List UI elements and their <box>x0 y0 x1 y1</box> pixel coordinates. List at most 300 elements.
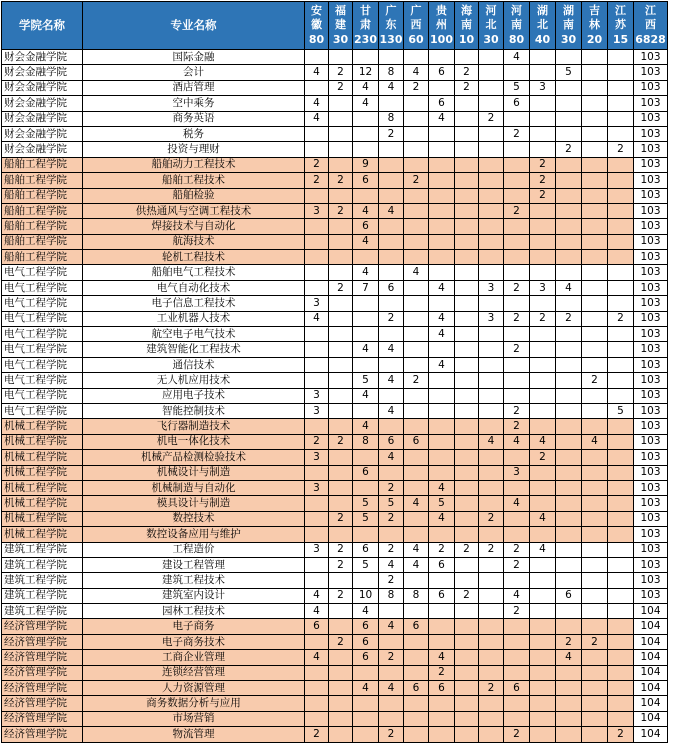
quota-cell <box>582 557 608 572</box>
quota-cell <box>329 696 353 711</box>
quota-cell: 2 <box>404 373 429 388</box>
quota-cell <box>379 465 404 480</box>
quota-cell: 4 <box>305 604 329 619</box>
quota-cell <box>379 250 404 265</box>
quota-cell <box>504 634 530 649</box>
quota-cell <box>608 327 634 342</box>
quota-cell <box>305 634 329 649</box>
major-cell: 物流管理 <box>83 727 305 742</box>
quota-cell <box>455 511 479 526</box>
quota-cell <box>582 265 608 280</box>
college-cell: 机械工程学院 <box>2 496 83 511</box>
jiangxi-quota-cell: 103 <box>634 496 668 511</box>
major-cell: 市场营销 <box>83 711 305 726</box>
quota-cell <box>305 357 329 372</box>
jiangxi-quota-cell: 103 <box>634 388 668 403</box>
quota-cell <box>582 96 608 111</box>
quota-cell <box>608 542 634 557</box>
quota-cell <box>608 50 634 65</box>
quota-cell <box>353 311 379 326</box>
jiangxi-quota-cell: 103 <box>634 50 668 65</box>
quota-cell <box>504 573 530 588</box>
quota-cell <box>556 296 582 311</box>
college-cell: 经济管理学院 <box>2 665 83 680</box>
major-cell: 飞行器制造技术 <box>83 419 305 434</box>
quota-cell: 3 <box>479 311 504 326</box>
quota-cell: 4 <box>504 496 530 511</box>
table-row <box>2 126 668 141</box>
quota-cell <box>305 50 329 65</box>
quota-cell <box>582 496 608 511</box>
quota-cell <box>582 188 608 203</box>
quota-cell <box>404 634 429 649</box>
quota-cell: 6 <box>353 619 379 634</box>
jiangxi-quota-cell: 103 <box>634 419 668 434</box>
quota-cell <box>429 403 455 418</box>
major-cell: 供热通风与空调工程技术 <box>83 203 305 218</box>
quota-cell <box>379 219 404 234</box>
quota-cell <box>404 696 429 711</box>
quota-cell <box>556 711 582 726</box>
quota-cell: 4 <box>379 342 404 357</box>
college-cell: 电气工程学院 <box>2 311 83 326</box>
quota-cell <box>530 681 556 696</box>
major-cell: 连锁经营管理 <box>83 665 305 680</box>
major-cell: 空中乘务 <box>83 96 305 111</box>
quota-cell <box>582 50 608 65</box>
quota-cell <box>530 711 556 726</box>
quota-cell <box>455 96 479 111</box>
quota-cell <box>353 142 379 157</box>
quota-cell <box>455 388 479 403</box>
quota-cell <box>530 727 556 742</box>
quota-cell <box>305 696 329 711</box>
quota-cell <box>404 126 429 141</box>
quota-cell <box>530 265 556 280</box>
quota-cell <box>479 450 504 465</box>
college-cell: 电气工程学院 <box>2 373 83 388</box>
quota-cell <box>429 696 455 711</box>
quota-cell <box>305 373 329 388</box>
quota-cell: 4 <box>504 588 530 603</box>
province-quota: 60 <box>408 33 424 46</box>
quota-cell <box>329 727 353 742</box>
table-row <box>2 542 668 557</box>
quota-cell <box>329 357 353 372</box>
quota-cell <box>379 50 404 65</box>
quota-cell: 4 <box>429 511 455 526</box>
quota-cell: 3 <box>305 388 329 403</box>
quota-cell: 9 <box>353 157 379 172</box>
quota-cell <box>504 250 530 265</box>
quota-cell: 4 <box>353 342 379 357</box>
quota-cell <box>556 619 582 634</box>
quota-cell <box>455 280 479 295</box>
quota-cell <box>329 265 353 280</box>
quota-cell: 2 <box>479 111 504 126</box>
major-cell: 建筑智能化工程技术 <box>83 342 305 357</box>
quota-cell <box>329 111 353 126</box>
quota-cell <box>608 511 634 526</box>
quota-cell <box>582 573 608 588</box>
quota-cell: 6 <box>504 96 530 111</box>
quota-cell: 6 <box>353 542 379 557</box>
quota-cell <box>455 604 479 619</box>
jiangxi-quota-cell: 104 <box>634 619 668 634</box>
quota-cell: 4 <box>353 419 379 434</box>
quota-cell <box>530 219 556 234</box>
quota-cell: 2 <box>429 665 455 680</box>
quota-cell: 5 <box>429 496 455 511</box>
quota-cell <box>329 604 353 619</box>
quota-cell: 3 <box>305 296 329 311</box>
quota-cell <box>504 619 530 634</box>
jiangxi-quota-cell: 103 <box>634 342 668 357</box>
quota-cell: 3 <box>504 465 530 480</box>
quota-cell <box>479 157 504 172</box>
quota-cell <box>556 681 582 696</box>
quota-cell <box>608 173 634 188</box>
college-cell: 船舶工程学院 <box>2 219 83 234</box>
quota-cell: 2 <box>504 403 530 418</box>
quota-cell: 2 <box>305 157 329 172</box>
quota-cell <box>582 357 608 372</box>
quota-cell <box>608 588 634 603</box>
quota-cell <box>455 357 479 372</box>
quota-cell: 2 <box>504 557 530 572</box>
table-row <box>2 480 668 495</box>
quota-cell <box>305 527 329 542</box>
quota-cell <box>479 265 504 280</box>
college-cell: 机械工程学院 <box>2 465 83 480</box>
jiangxi-quota-cell: 103 <box>634 588 668 603</box>
quota-cell <box>608 65 634 80</box>
college-cell: 财会金融学院 <box>2 50 83 65</box>
quota-cell: 3 <box>530 80 556 95</box>
quota-cell <box>404 96 429 111</box>
quota-cell: 2 <box>504 542 530 557</box>
table-row <box>2 142 668 157</box>
quota-cell <box>608 604 634 619</box>
quota-cell <box>556 480 582 495</box>
quota-cell <box>479 557 504 572</box>
quota-cell <box>379 142 404 157</box>
quota-cell <box>455 480 479 495</box>
province-quota: 30 <box>332 33 349 46</box>
quota-cell <box>608 557 634 572</box>
quota-cell <box>455 219 479 234</box>
quota-cell <box>582 65 608 80</box>
table-row <box>2 173 668 188</box>
college-cell: 机械工程学院 <box>2 450 83 465</box>
quota-cell <box>455 50 479 65</box>
province-quota: 130 <box>379 33 403 46</box>
jiangxi-quota-cell: 104 <box>634 727 668 742</box>
jiangxi-quota-cell: 103 <box>634 265 668 280</box>
major-cell: 商务数据分析与应用 <box>83 696 305 711</box>
quota-cell: 2 <box>504 311 530 326</box>
quota-cell: 4 <box>379 203 404 218</box>
table-row <box>2 296 668 311</box>
jiangxi-quota-cell: 103 <box>634 65 668 80</box>
jiangxi-quota-cell: 104 <box>634 696 668 711</box>
college-cell: 财会金融学院 <box>2 80 83 95</box>
quota-cell: 4 <box>353 388 379 403</box>
quota-cell <box>353 711 379 726</box>
quota-cell <box>329 250 353 265</box>
quota-cell <box>404 527 429 542</box>
quota-cell: 5 <box>608 403 634 418</box>
quota-cell <box>429 173 455 188</box>
quota-cell <box>556 234 582 249</box>
quota-cell: 2 <box>556 311 582 326</box>
quota-cell <box>556 496 582 511</box>
quota-cell <box>582 465 608 480</box>
quota-cell <box>530 203 556 218</box>
jiangxi-quota-cell: 104 <box>634 604 668 619</box>
quota-cell <box>455 142 479 157</box>
quota-cell <box>455 465 479 480</box>
jiangxi-quota-cell: 104 <box>634 650 668 665</box>
table-row <box>2 373 668 388</box>
quota-cell: 4 <box>353 80 379 95</box>
province-name: 吉 林 <box>589 4 600 31</box>
quota-cell <box>556 542 582 557</box>
quota-cell <box>479 327 504 342</box>
quota-cell <box>455 450 479 465</box>
college-cell: 船舶工程学院 <box>2 250 83 265</box>
major-cell: 酒店管理 <box>83 80 305 95</box>
quota-cell <box>582 296 608 311</box>
jiangxi-quota-cell: 103 <box>634 126 668 141</box>
quota-cell: 2 <box>379 480 404 495</box>
quota-cell <box>455 250 479 265</box>
quota-cell <box>530 111 556 126</box>
quota-cell: 6 <box>353 650 379 665</box>
quota-cell <box>556 173 582 188</box>
college-cell: 经济管理学院 <box>2 696 83 711</box>
table-row <box>2 511 668 526</box>
quota-cell <box>379 265 404 280</box>
quota-cell <box>479 373 504 388</box>
jiangxi-quota-cell: 103 <box>634 311 668 326</box>
quota-cell <box>556 50 582 65</box>
quota-cell: 6 <box>353 634 379 649</box>
quota-cell <box>504 157 530 172</box>
quota-cell: 7 <box>353 280 379 295</box>
quota-cell <box>479 250 504 265</box>
quota-cell <box>556 511 582 526</box>
jiangxi-quota-cell: 103 <box>634 296 668 311</box>
college-cell: 机械工程学院 <box>2 480 83 495</box>
quota-cell <box>556 573 582 588</box>
quota-cell <box>404 604 429 619</box>
major-cell: 投资与理财 <box>83 142 305 157</box>
quota-cell <box>404 203 429 218</box>
quota-cell <box>556 219 582 234</box>
quota-cell <box>608 496 634 511</box>
quota-cell: 4 <box>404 557 429 572</box>
major-cell: 应用电子技术 <box>83 388 305 403</box>
province-name: 海 南 <box>461 4 472 31</box>
quota-cell: 8 <box>379 111 404 126</box>
quota-cell: 6 <box>404 681 429 696</box>
quota-cell <box>504 388 530 403</box>
quota-cell <box>608 296 634 311</box>
quota-cell <box>455 173 479 188</box>
quota-cell: 2 <box>305 727 329 742</box>
jiangxi-quota-cell: 103 <box>634 434 668 449</box>
college-cell: 建筑工程学院 <box>2 588 83 603</box>
quota-cell <box>479 419 504 434</box>
quota-cell <box>556 126 582 141</box>
quota-cell <box>608 634 634 649</box>
quota-cell: 2 <box>455 542 479 557</box>
jiangxi-quota-cell: 103 <box>634 173 668 188</box>
quota-cell <box>556 188 582 203</box>
quota-cell: 2 <box>329 511 353 526</box>
quota-cell <box>353 50 379 65</box>
quota-cell <box>556 80 582 95</box>
quota-cell <box>608 527 634 542</box>
quota-cell: 4 <box>429 327 455 342</box>
quota-cell <box>608 96 634 111</box>
quota-cell: 5 <box>353 373 379 388</box>
quota-cell <box>305 265 329 280</box>
quota-cell <box>479 527 504 542</box>
quota-cell <box>608 419 634 434</box>
quota-cell: 6 <box>429 65 455 80</box>
quota-cell <box>608 388 634 403</box>
quota-cell <box>479 234 504 249</box>
quota-cell <box>479 665 504 680</box>
province-name: 福 建 <box>335 4 346 31</box>
quota-cell: 2 <box>556 634 582 649</box>
major-cell: 机械制造与自动化 <box>83 480 305 495</box>
quota-cell <box>556 604 582 619</box>
quota-cell <box>379 696 404 711</box>
quota-cell <box>404 573 429 588</box>
quota-cell <box>455 203 479 218</box>
quota-cell <box>429 265 455 280</box>
quota-cell <box>305 419 329 434</box>
quota-cell <box>582 388 608 403</box>
quota-cell: 2 <box>504 604 530 619</box>
quota-cell: 4 <box>353 604 379 619</box>
quota-cell: 4 <box>479 434 504 449</box>
quota-cell: 4 <box>353 681 379 696</box>
quota-cell <box>404 342 429 357</box>
table-row <box>2 696 668 711</box>
quota-cell <box>305 126 329 141</box>
quota-cell <box>404 234 429 249</box>
quota-cell <box>429 296 455 311</box>
province-quota: 20 <box>586 33 603 46</box>
major-cell: 工商企业管理 <box>83 650 305 665</box>
quota-cell <box>479 357 504 372</box>
quota-cell <box>582 681 608 696</box>
quota-cell: 2 <box>504 126 530 141</box>
quota-cell <box>429 450 455 465</box>
college-cell: 经济管理学院 <box>2 711 83 726</box>
quota-cell <box>479 496 504 511</box>
quota-cell <box>504 234 530 249</box>
province-quota: 30 <box>483 33 499 46</box>
major-cell: 船舶检验 <box>83 188 305 203</box>
province-quota: 30 <box>560 33 577 46</box>
province-quota: 15 <box>612 33 629 46</box>
college-cell: 电气工程学院 <box>2 327 83 342</box>
table-row <box>2 157 668 172</box>
quota-cell <box>556 203 582 218</box>
quota-cell <box>479 80 504 95</box>
quota-cell <box>353 250 379 265</box>
quota-cell: 2 <box>329 557 353 572</box>
quota-cell: 2 <box>504 727 530 742</box>
quota-cell <box>379 357 404 372</box>
quota-cell <box>556 373 582 388</box>
quota-cell <box>556 327 582 342</box>
quota-cell <box>404 296 429 311</box>
major-cell: 船舶工程技术 <box>83 173 305 188</box>
quota-cell <box>429 250 455 265</box>
plan-table <box>1 1 668 743</box>
quota-cell <box>608 711 634 726</box>
quota-cell <box>582 173 608 188</box>
quota-cell <box>582 342 608 357</box>
table-row <box>2 96 668 111</box>
quota-cell: 4 <box>379 619 404 634</box>
quota-cell <box>353 357 379 372</box>
quota-cell: 2 <box>504 342 530 357</box>
quota-cell <box>608 234 634 249</box>
province-name: 河 北 <box>485 4 497 31</box>
quota-cell <box>353 403 379 418</box>
college-cell: 建筑工程学院 <box>2 542 83 557</box>
quota-cell <box>429 373 455 388</box>
quota-cell: 6 <box>556 588 582 603</box>
province-header <box>530 2 556 50</box>
table-row <box>2 450 668 465</box>
quota-cell <box>608 573 634 588</box>
quota-cell <box>305 342 329 357</box>
quota-cell <box>556 665 582 680</box>
quota-cell: 4 <box>429 280 455 295</box>
quota-cell: 2 <box>479 542 504 557</box>
jiangxi-quota-cell: 104 <box>634 711 668 726</box>
table-body <box>2 50 668 743</box>
quota-cell <box>379 711 404 726</box>
quota-cell <box>608 450 634 465</box>
jiangxi-quota-cell: 103 <box>634 250 668 265</box>
province-quota: 80 <box>508 33 525 46</box>
province-quota: 6828 <box>635 33 666 46</box>
quota-cell <box>504 296 530 311</box>
quota-cell: 2 <box>504 203 530 218</box>
table-row <box>2 711 668 726</box>
quota-cell: 4 <box>530 434 556 449</box>
quota-cell <box>479 203 504 218</box>
quota-cell <box>429 634 455 649</box>
quota-cell: 2 <box>329 542 353 557</box>
quota-cell: 2 <box>504 419 530 434</box>
province-header <box>429 2 455 50</box>
table-row <box>2 650 668 665</box>
quota-cell <box>353 527 379 542</box>
quota-cell <box>479 696 504 711</box>
quota-cell: 4 <box>305 650 329 665</box>
major-cell: 建设工程管理 <box>83 557 305 572</box>
